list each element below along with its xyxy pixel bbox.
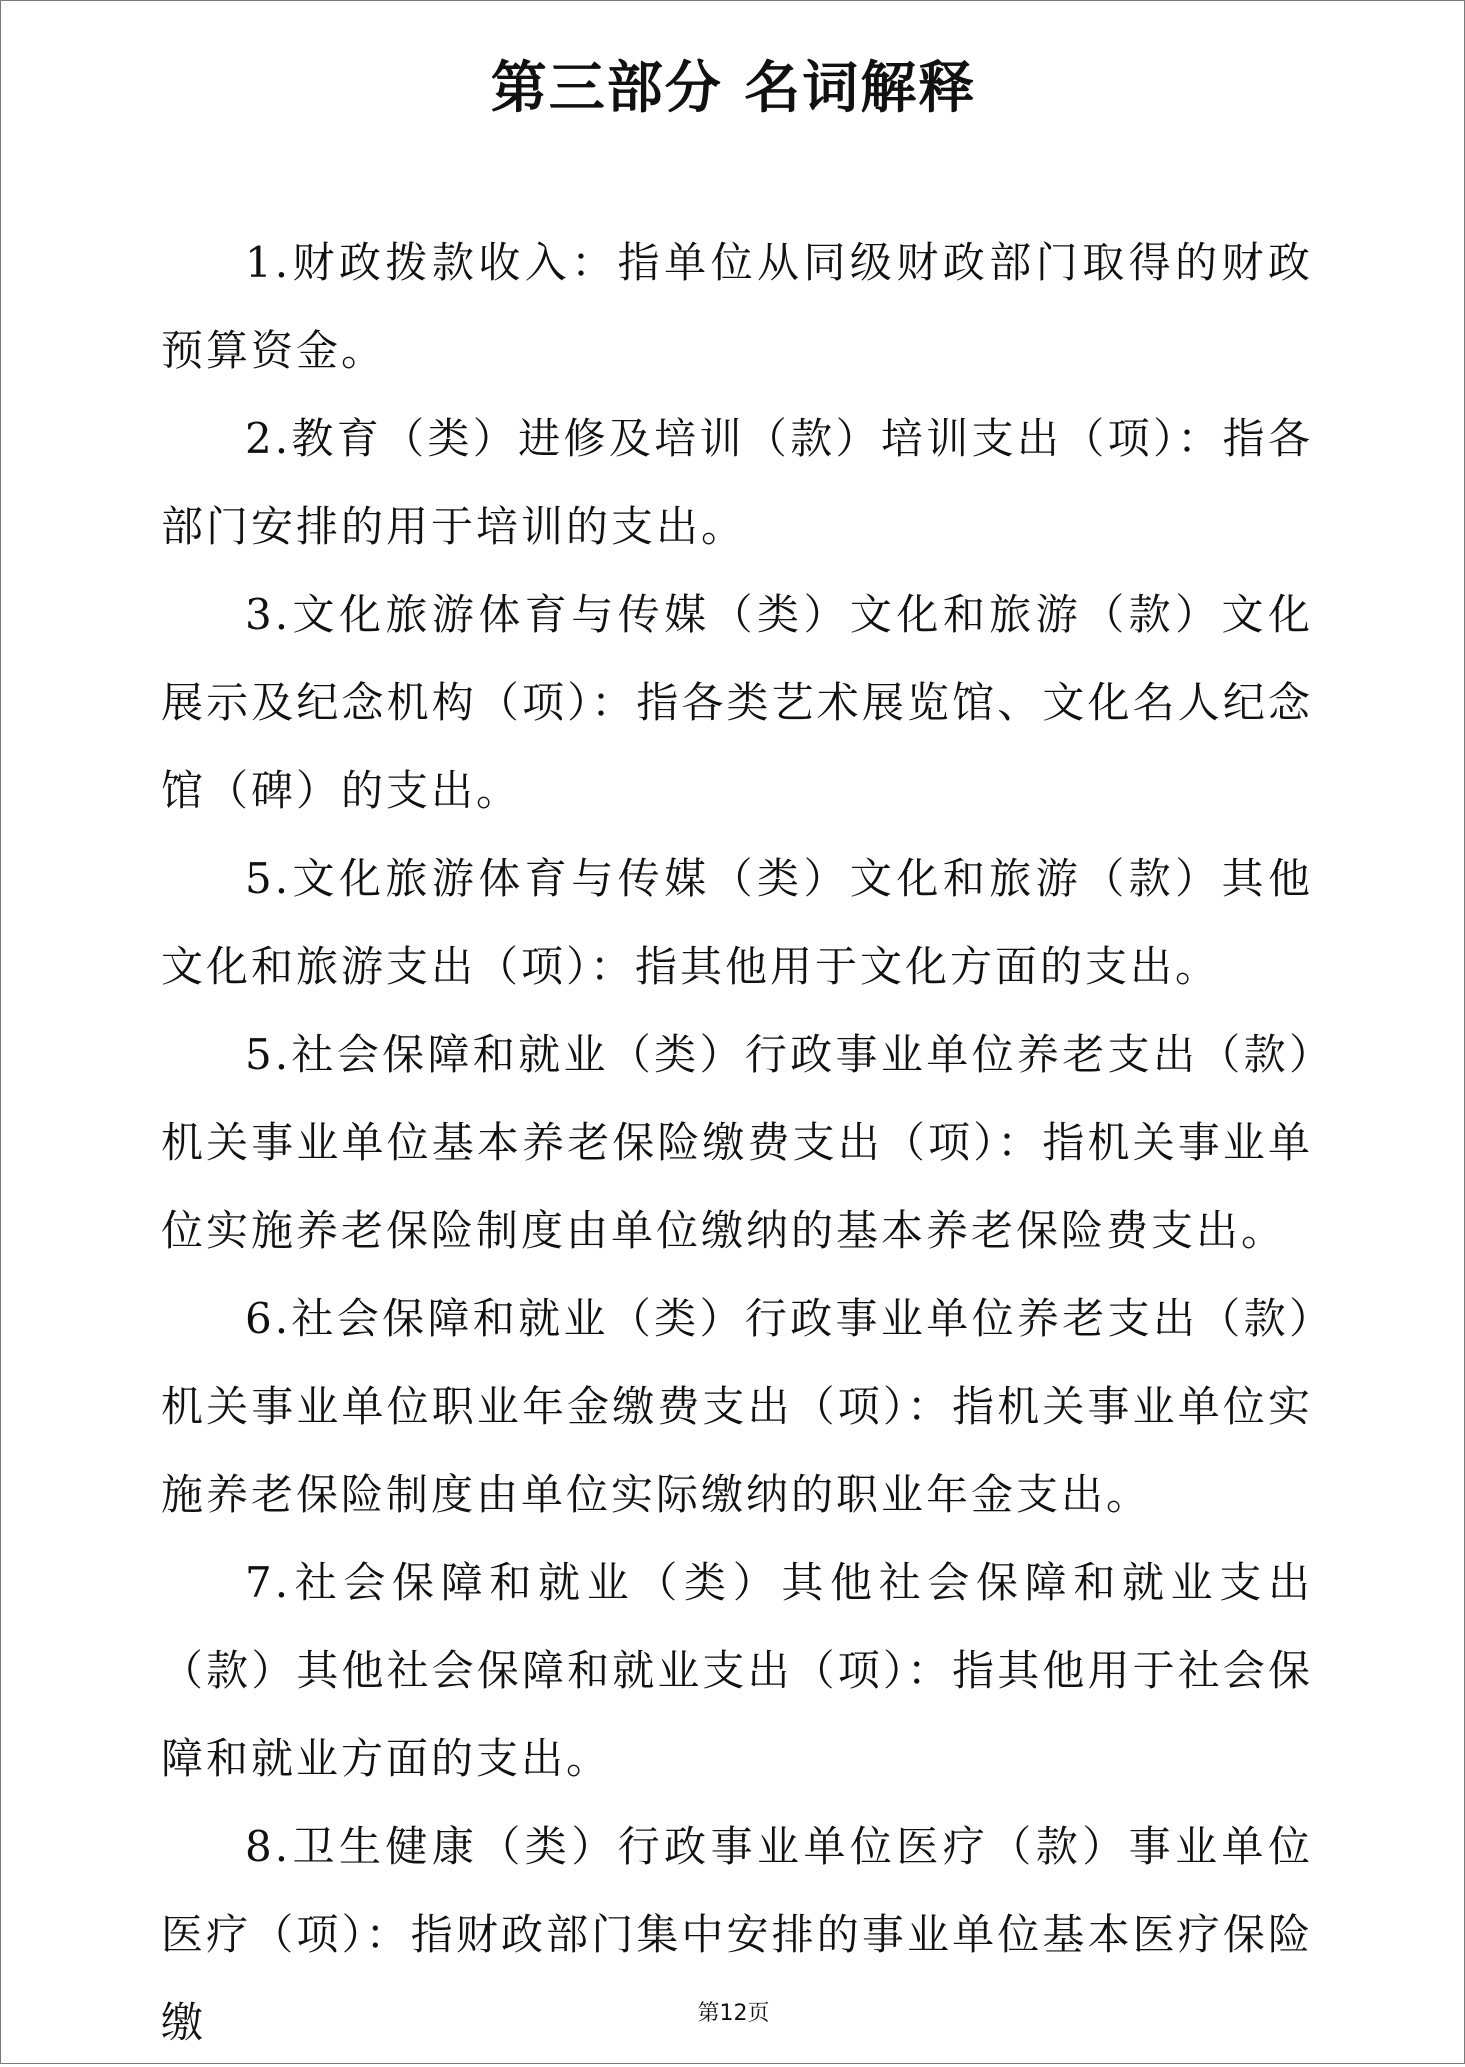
paragraph-6: 6.社会保障和就业（类）行政事业单位养老支出（款）机关事业单位职业年金缴费支出（项）：指机关事业单位实施养老保险制度由单位实际缴纳的职业年金支出。	[161, 1294, 1313, 1519]
page-number: 第12页	[697, 2001, 770, 2026]
paragraph-7: 7.社会保障和就业（类）其他社会保障和就业支出（款）其他社会保障和就业支出（项）：指其他用于社会保障和就业方面的支出。	[161, 1558, 1313, 1783]
paragraph-8: 8.卫生健康（类）行政事业单位医疗（款）事业单位医疗（项）：指财政部门集中安排的事业单位基本医疗保险缴	[161, 1822, 1313, 2047]
paragraph-3: 3.文化旅游体育与传媒（类）文化和旅游（款）文化展示及纪念机构（项）：指各类艺术展览馆、文化名人纪念馆（碑）的支出。	[161, 590, 1313, 815]
document-body	[161, 219, 1313, 2067]
paragraph-4: 5.文化旅游体育与传媒（类）文化和旅游（款）其他文化和旅游支出（项）：指其他用于文化方面的支出。	[161, 854, 1313, 991]
page-title: 第三部分 名词解释	[490, 56, 977, 121]
paragraph-1: 1.财政拨款收入：指单位从同级财政部门取得的财政预算资金。	[161, 238, 1313, 375]
paragraph-2: 2.教育（类）进修及培训（款）培训支出（项）：指各部门安排的用于培训的支出。	[161, 414, 1313, 551]
paragraph-5: 5.社会保障和就业（类）行政事业单位养老支出（款）机关事业单位基本养老保险缴费支出（项）：指机关事业单位实施养老保险制度由单位缴纳的基本养老保险费支出。	[161, 1030, 1313, 1255]
